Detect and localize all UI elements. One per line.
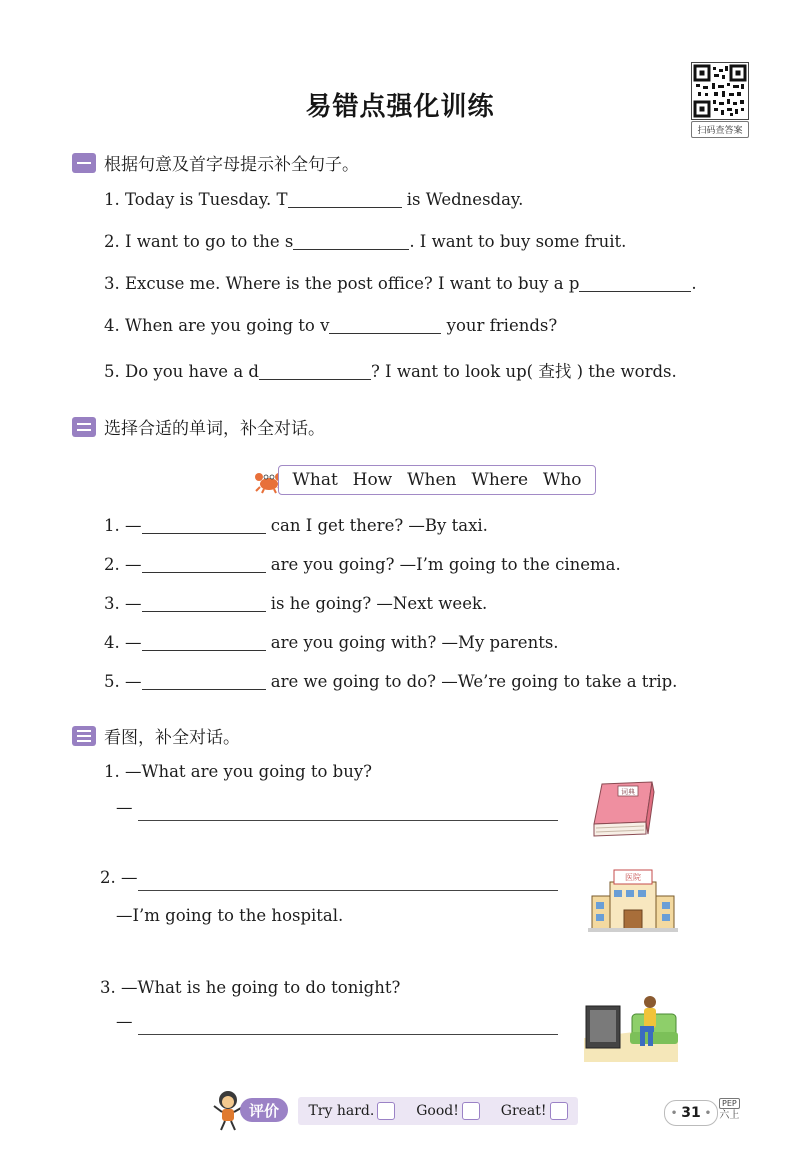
section2-heading-text: 选择合适的单词，补全对话。: [104, 419, 325, 439]
section3-heading-text: 看图，补全对话。: [104, 728, 240, 748]
word-what: What: [292, 470, 338, 490]
s1-item-2-post: . I want to buy some fruit.: [409, 232, 627, 251]
s1-item-2-pre: 2. I want to go to the s: [104, 232, 294, 251]
s2-item-4-blank[interactable]: [142, 634, 266, 651]
s1-item-3: [104, 274, 697, 293]
s1-item-5: [104, 358, 677, 382]
edition-text: PEP: [719, 1098, 740, 1109]
s2-item-4-pre: 4. —: [104, 633, 142, 652]
edition-label: [719, 1098, 740, 1122]
mascot-icon: [212, 1088, 242, 1132]
eval-option-good[interactable]: [416, 1102, 480, 1120]
s2-item-3-blank[interactable]: [142, 595, 266, 612]
word-where: Where: [471, 470, 529, 490]
s1-item-1-blank[interactable]: [288, 191, 402, 208]
s2-item-4: [104, 633, 559, 652]
qr-code[interactable]: [691, 62, 749, 136]
s2-item-2: [104, 555, 621, 574]
s3-q2-prefix: 2. —: [100, 868, 138, 887]
s1-item-5-post: ? I want to look up( 查找 ) the words.: [370, 362, 677, 381]
s1-item-1-pre: 1. Today is Tuesday. T: [104, 190, 288, 209]
s3-q3-dash: —: [116, 1012, 133, 1031]
s1-item-1-post: is Wednesday.: [401, 190, 524, 209]
eval-option-try-hard-label: Try hard.: [308, 1103, 375, 1119]
s2-item-1-blank[interactable]: [142, 517, 266, 534]
qr-label: 扫码查答案: [691, 121, 749, 138]
s2-item-5-pre: 5. —: [104, 672, 142, 691]
s1-item-3-blank[interactable]: [579, 275, 691, 292]
word-how: How: [352, 470, 393, 490]
eval-checkbox-good[interactable]: [462, 1102, 480, 1120]
word-when: When: [407, 470, 457, 490]
section1-number-icon: [72, 153, 96, 173]
s1-item-4-post: your friends?: [441, 316, 558, 335]
s3-q3-answer-line[interactable]: [138, 1034, 558, 1035]
eval-checkbox-try-hard[interactable]: [377, 1102, 395, 1120]
hospital-sign: 医院: [625, 873, 641, 882]
page-title: 易错点强化训练: [305, 92, 495, 122]
evaluation-bar: [212, 1088, 582, 1132]
s2-item-2-post: are you going? —I’m going to the cinema.: [265, 555, 621, 574]
hospital-image: [588, 868, 678, 932]
s2-item-3-post: is he going? —Next week.: [265, 594, 488, 613]
eval-option-great[interactable]: [501, 1102, 568, 1120]
word-bank: [278, 465, 596, 495]
eval-checkbox-great[interactable]: [550, 1102, 568, 1120]
section3-heading: [72, 723, 240, 748]
s3-q3-question: 3. —What is he going to do tonight?: [100, 978, 401, 997]
s2-item-4-post: are you going with? —My parents.: [265, 633, 559, 652]
evaluation-options: [298, 1097, 578, 1125]
s2-item-2-blank[interactable]: [142, 556, 266, 573]
boy-watching-tv-image: [584, 992, 678, 1062]
page-number: • 31 •: [664, 1100, 718, 1126]
s3-q2-answer-line[interactable]: [138, 890, 558, 891]
s2-item-5-blank[interactable]: [142, 673, 266, 690]
grade-text: 六上: [719, 1110, 740, 1121]
section1-heading: [72, 150, 359, 175]
s3-q1-answer-line[interactable]: [138, 820, 558, 821]
s1-item-2-blank[interactable]: [293, 233, 409, 250]
dictionary-image: [588, 778, 658, 844]
s1-item-4-pre: 4. When are you going to v: [104, 316, 330, 335]
s1-item-3-pre: 3. Excuse me. Where is the post office? I want to buy a p: [104, 274, 580, 293]
section3-number-icon: [72, 726, 96, 746]
s2-item-1: [104, 516, 488, 535]
evaluation-badge: 评价: [240, 1098, 288, 1122]
s3-q1-dash: —: [116, 798, 133, 817]
section2-heading: [72, 414, 325, 439]
s2-item-1-pre: 1. —: [104, 516, 142, 535]
s1-item-5-pre: 5. Do you have a d: [104, 362, 259, 381]
book-label: 词典: [621, 788, 635, 796]
s1-item-3-post: .: [691, 274, 697, 293]
s1-item-4-blank[interactable]: [329, 317, 441, 334]
s2-item-5-post: are we going to do? —We’re going to take a trip.: [265, 672, 678, 691]
s2-item-5: [104, 672, 677, 691]
s2-item-3-pre: 3. —: [104, 594, 142, 613]
eval-option-good-label: Good!: [416, 1103, 459, 1119]
page-number-value: 31: [681, 1105, 701, 1121]
qr-code-icon: [691, 62, 749, 120]
s1-item-2: [104, 232, 626, 251]
s3-q2-answer: —I’m going to the hospital.: [116, 906, 344, 925]
s1-item-4: [104, 316, 557, 335]
eval-option-great-label: Great!: [500, 1103, 547, 1119]
s2-item-3: [104, 594, 487, 613]
s1-item-5-blank[interactable]: [259, 363, 371, 380]
eval-option-try-hard[interactable]: [308, 1102, 395, 1120]
section2-number-icon: [72, 417, 96, 437]
s3-q1-question: 1. —What are you going to buy?: [104, 762, 373, 781]
s2-item-2-pre: 2. —: [104, 555, 142, 574]
s1-item-1: [104, 190, 523, 209]
word-who: Who: [542, 470, 582, 490]
s2-item-1-post: can I get there? —By taxi.: [265, 516, 488, 535]
section1-heading-text: 根据句意及首字母提示补全句子。: [104, 155, 359, 175]
